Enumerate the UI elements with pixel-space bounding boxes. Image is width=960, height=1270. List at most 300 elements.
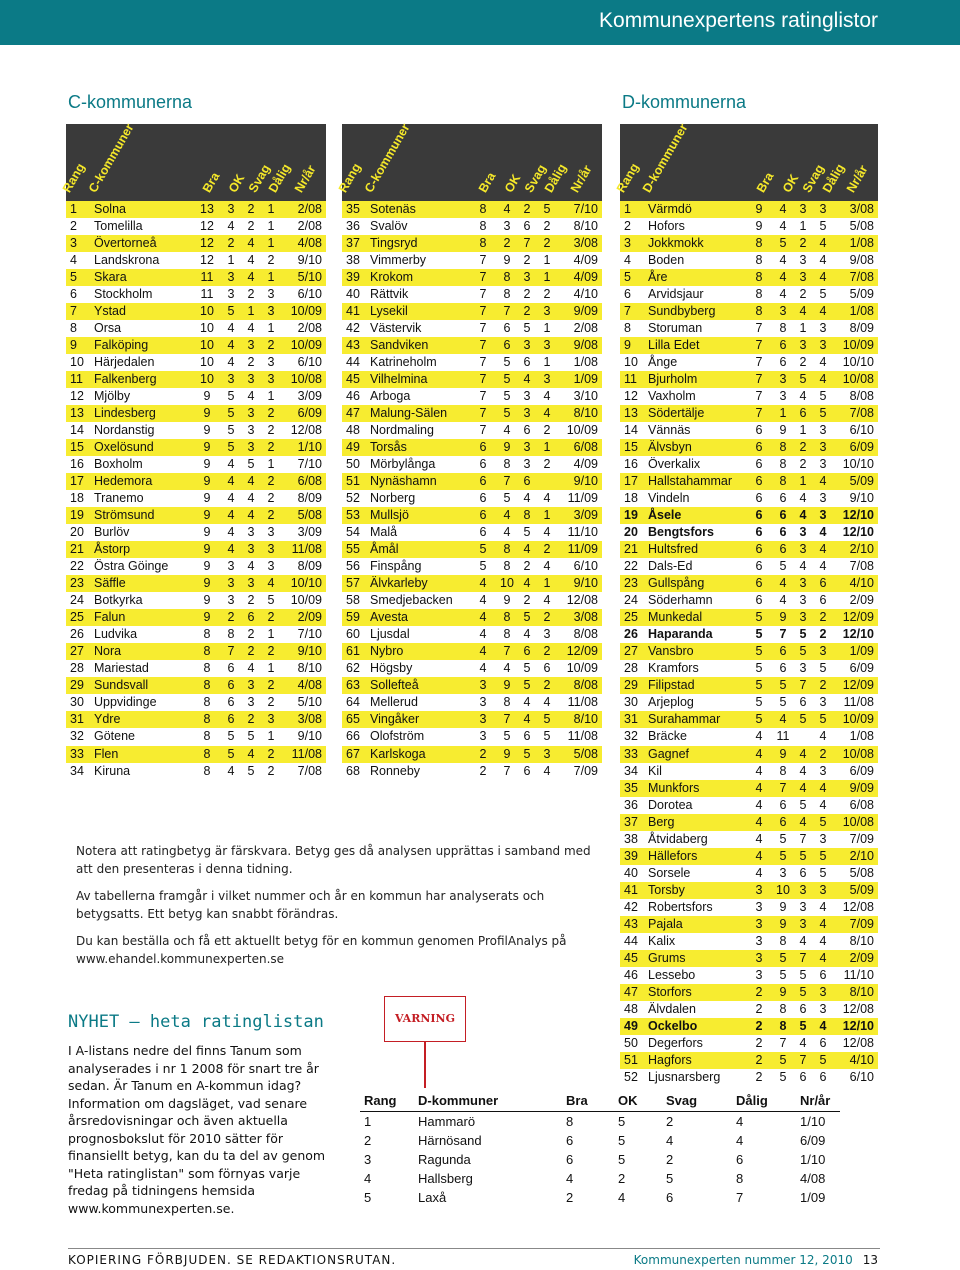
cell-ok: 4 (227, 763, 235, 778)
cell-name: Falköping (94, 338, 149, 353)
cell-ok: 4 (227, 474, 235, 489)
cell-ok: 8 (779, 763, 787, 778)
c-table-left (59, 121, 326, 780)
cell-svag: 3 (247, 695, 255, 710)
cell-bra: 6 (755, 576, 763, 591)
cell-rank: 8 (70, 321, 77, 336)
cell-ok: 4 (779, 202, 787, 216)
cell-svag: 5 (247, 763, 255, 778)
cell-svag: 4 (247, 389, 255, 404)
cell-dalig: 2 (267, 763, 275, 778)
cell-bra: 6 (566, 1152, 574, 1167)
cell-svag: 3 (799, 270, 807, 285)
section-title-d: D-kommunerna (622, 92, 747, 112)
table-row (342, 201, 602, 218)
footer-left: KOPIERING FÖRBJUDEN. SE REDAKTIONSRUTAN. (68, 1253, 397, 1267)
cell-ok: 5 (779, 950, 787, 965)
cell-name: Sollefteå (370, 678, 419, 693)
cell-svag: 6 (523, 474, 531, 489)
cell-bra: 4 (755, 797, 763, 812)
cell-rank: 29 (70, 678, 84, 693)
cell-svag: 4 (799, 746, 807, 761)
cell-svag: 3 (799, 525, 807, 540)
cell-name: Söderhamn (648, 593, 713, 608)
cell-dalig: 3 (543, 372, 551, 387)
cell-name: Vansbro (648, 644, 694, 659)
cell-dalig: 3 (267, 372, 275, 387)
cell-name: Nordmaling (370, 423, 434, 438)
cell-svag: 3 (799, 610, 807, 625)
cell-dalig: 4 (819, 355, 827, 370)
cell-nr-ar: 11/09 (567, 491, 598, 506)
cell-bra: 11 (200, 270, 214, 285)
cell-name: Tomelilla (94, 219, 143, 234)
table-row (360, 1169, 840, 1188)
cell-nr-ar: 11/09 (567, 542, 598, 557)
cell-dalig: 3 (819, 882, 827, 897)
cell-svag: 5 (799, 644, 807, 659)
cell-name: Åre (648, 270, 668, 285)
cell-nr-ar: 11/08 (567, 695, 598, 710)
table-row (66, 763, 326, 780)
cell-bra: 7 (755, 389, 763, 404)
cell-nr-ar: 5/10 (297, 270, 322, 285)
cell-dalig: 2 (267, 474, 275, 489)
cell-svag: 2 (799, 355, 807, 370)
cell-dalig: 1 (543, 576, 551, 591)
cell-rank: 61 (346, 644, 360, 659)
cell-dalig: 3 (819, 423, 827, 438)
cell-name: Ragunda (418, 1152, 471, 1167)
cell-name: Lessebo (648, 967, 696, 982)
cell-rank: 50 (624, 1035, 638, 1050)
cell-svag: 5 (799, 372, 807, 387)
cell-nr-ar: 3/08 (297, 712, 322, 727)
table-row (620, 541, 878, 558)
cell-rank: 4 (624, 253, 631, 268)
header-label: Rang (364, 1093, 397, 1108)
cell-bra: 2 (755, 984, 763, 999)
cell-nr-ar: 12/10 (842, 1018, 874, 1033)
cell-ok: 6 (779, 355, 787, 370)
cell-dalig: 3 (267, 542, 275, 557)
cell-svag: 5 (523, 746, 531, 761)
cell-name: Surahammar (648, 712, 721, 727)
table-row (620, 524, 878, 541)
cell-svag: 2 (523, 202, 531, 216)
cell-ok: 7 (503, 644, 511, 659)
cell-dalig: 4 (819, 253, 827, 268)
cell-ok: 3 (779, 389, 787, 404)
cell-rank: 3 (364, 1152, 372, 1167)
table-row (620, 763, 878, 780)
cell-bra: 7 (755, 355, 763, 370)
cell-svag: 4 (247, 270, 255, 285)
cell-svag: 5 (523, 610, 531, 625)
cell-nr-ar: 2/09 (297, 610, 322, 625)
table-row (620, 507, 878, 524)
table-row (342, 763, 602, 780)
cell-svag: 5 (523, 678, 531, 693)
cell-ok: 6 (503, 338, 511, 353)
cell-rank: 68 (346, 763, 360, 778)
table-row (66, 422, 326, 439)
table-row (620, 269, 878, 286)
table-header (613, 121, 878, 201)
cell-dalig: 3 (543, 338, 551, 353)
cell-name: Mellerud (370, 695, 418, 710)
cell-bra: 7 (755, 338, 763, 353)
cell-ok: 5 (227, 746, 235, 761)
cell-dalig: 2 (267, 695, 275, 710)
cell-svag: 3 (247, 406, 255, 421)
cell-dalig: 4 (819, 304, 827, 319)
cell-rank: 3 (624, 236, 631, 251)
cell-name: Hällefors (648, 848, 698, 863)
cell-dalig: 4 (543, 491, 551, 506)
cell-svag: 5 (799, 848, 807, 863)
header-bar (0, 0, 960, 45)
cell-rank: 63 (346, 678, 360, 693)
cell-nr-ar: 6/10 (297, 287, 322, 302)
cell-nr-ar: 5/09 (849, 474, 874, 489)
cell-bra: 8 (479, 236, 487, 251)
cell-svag: 5 (799, 797, 807, 812)
table-row (342, 269, 602, 286)
cell-nr-ar: 1/08 (573, 355, 598, 370)
cell-rank: 64 (346, 695, 360, 710)
cell-dalig: 3 (819, 457, 827, 472)
cell-bra: 10 (200, 321, 214, 336)
cell-dalig: 4 (543, 593, 551, 608)
header-label: Bra (753, 169, 777, 195)
cell-ok: 4 (618, 1190, 626, 1205)
table-row (620, 303, 878, 320)
cell-dalig: 3 (819, 831, 827, 846)
table-row (66, 439, 326, 456)
table-row (342, 456, 602, 473)
cell-svag: 3 (247, 372, 255, 387)
cell-bra: 9 (203, 491, 211, 506)
cell-dalig: 4 (819, 372, 827, 387)
cell-ok: 3 (779, 304, 787, 319)
cell-svag: 2 (799, 457, 807, 472)
header-label: Svag (521, 162, 549, 195)
cell-name: Finspång (370, 559, 422, 574)
cell-rank: 20 (70, 525, 84, 540)
cell-nr-ar: 1/09 (573, 372, 598, 387)
cell-rank: 49 (346, 440, 360, 455)
cell-bra: 9 (755, 219, 763, 234)
header-label: C-kommuner (361, 121, 413, 195)
cell-dalig: 5 (543, 729, 551, 744)
table-row (360, 1188, 840, 1207)
cell-rank: 13 (624, 406, 638, 421)
header-label: Bra (199, 169, 223, 195)
cell-dalig: 3 (543, 304, 551, 319)
cell-dalig: 3 (819, 763, 827, 778)
cell-nr-ar: 10/08 (290, 372, 322, 387)
cell-bra: 8 (203, 763, 211, 778)
cell-name: Tranemo (94, 491, 144, 506)
cell-bra: 10 (200, 372, 214, 387)
cell-dalig: 2 (267, 338, 275, 353)
cell-dalig: 3 (819, 440, 827, 455)
cell-name: Arjeplog (648, 695, 694, 710)
cell-svag: 5 (523, 661, 531, 676)
cell-rank: 16 (70, 457, 84, 472)
table-row (66, 405, 326, 422)
table-row (66, 643, 326, 660)
cell-bra: 7 (755, 321, 763, 336)
cell-nr-ar: 5/09 (849, 882, 874, 897)
cell-dalig: 4 (819, 474, 827, 489)
table-row (620, 473, 878, 490)
cell-rank: 66 (346, 729, 360, 744)
cell-rank: 39 (346, 270, 360, 285)
cell-svag: 6 (523, 644, 531, 659)
cell-dalig: 4 (819, 1018, 827, 1033)
cell-bra: 5 (755, 610, 763, 625)
table-row (620, 1001, 878, 1018)
cell-ok: 5 (779, 967, 787, 982)
cell-ok: 9 (779, 423, 787, 438)
cell-nr-ar: 1/10 (800, 1152, 826, 1167)
table-row (620, 405, 878, 422)
cell-svag: 3 (523, 338, 531, 353)
cell-ok: 5 (779, 848, 787, 863)
cell-name: Grums (648, 950, 686, 965)
cell-rank: 28 (70, 661, 84, 676)
cell-name: Laxå (418, 1190, 447, 1205)
cell-rank: 30 (70, 695, 84, 710)
cell-ok: 9 (779, 916, 787, 931)
table-row (66, 694, 326, 711)
cell-nr-ar: 4/10 (849, 576, 874, 591)
cell-svag: 6 (247, 610, 255, 625)
cell-bra: 9 (203, 423, 211, 438)
table-row (66, 507, 326, 524)
table-row (342, 303, 602, 320)
cell-rank: 23 (624, 576, 638, 591)
cell-dalig: 3 (267, 525, 275, 540)
cell-name: Västervik (370, 321, 422, 336)
cell-dalig: 1 (543, 355, 551, 370)
cell-ok: 8 (503, 559, 511, 574)
cell-bra: 5 (755, 627, 763, 642)
cell-bra: 2 (755, 1001, 763, 1016)
cell-svag: 2 (523, 559, 531, 574)
cell-bra: 9 (203, 542, 211, 557)
cell-rank: 36 (346, 219, 360, 234)
cell-ok: 7 (779, 780, 787, 795)
cell-dalig: 1 (267, 661, 275, 676)
cell-name: Arvidsjaur (648, 287, 704, 302)
cell-rank: 24 (70, 593, 84, 608)
cell-bra: 6 (755, 525, 763, 540)
cell-svag: 6 (523, 423, 531, 438)
cell-svag: 4 (247, 253, 255, 268)
table-row (342, 286, 602, 303)
cell-nr-ar: 8/10 (297, 661, 322, 676)
cell-bra: 5 (755, 678, 763, 693)
cell-ok: 4 (227, 542, 235, 557)
cell-name: Mjölby (94, 389, 131, 404)
cell-dalig: 4 (819, 729, 827, 744)
table-row (360, 1131, 840, 1150)
cell-ok: 5 (779, 831, 787, 846)
table-row (66, 456, 326, 473)
cell-bra: 4 (755, 848, 763, 863)
table-row (66, 728, 326, 745)
cell-rank: 17 (70, 474, 84, 489)
cell-name: Åmål (370, 542, 399, 557)
cell-dalig: 3 (819, 321, 827, 336)
cell-nr-ar: 10/09 (290, 304, 322, 319)
cell-rank: 2 (70, 219, 77, 234)
cell-bra: 3 (479, 678, 487, 693)
cell-svag: 4 (799, 933, 807, 948)
cell-nr-ar: 9/09 (849, 780, 874, 795)
cell-nr-ar: 8/10 (573, 219, 598, 234)
cell-ok: 9 (503, 440, 511, 455)
cell-rank: 45 (624, 950, 638, 965)
header-label: Dålig (265, 161, 294, 195)
cell-svag: 4 (799, 508, 807, 523)
cell-bra: 2 (755, 1052, 763, 1067)
cell-dalig: 2 (267, 610, 275, 625)
cell-nr-ar: 11/08 (843, 695, 874, 710)
varning-label: VARNING (394, 1012, 455, 1025)
cell-svag: 7 (799, 831, 807, 846)
cell-bra: 7 (479, 321, 487, 336)
cell-name: Åstorp (94, 542, 131, 557)
table-row (620, 286, 878, 303)
cell-nr-ar: 7/09 (573, 763, 598, 778)
cell-svag: 7 (799, 1052, 807, 1067)
cell-ok: 5 (503, 406, 511, 421)
cell-bra: 7 (479, 355, 487, 370)
cell-dalig: 1 (267, 627, 275, 642)
cell-svag: 4 (799, 1035, 807, 1050)
cell-bra: 6 (755, 559, 763, 574)
cell-name: Storfors (648, 984, 692, 999)
table-row (620, 337, 878, 354)
table-row (620, 354, 878, 371)
cell-dalig: 2 (267, 423, 275, 438)
cell-rank: 15 (70, 440, 84, 455)
cell-ok: 4 (779, 576, 787, 591)
cell-nr-ar: 3/08 (573, 610, 598, 625)
cell-rank: 26 (70, 627, 84, 642)
table-row (342, 388, 602, 405)
cell-name: Malung-Sälen (370, 406, 448, 421)
cell-nr-ar: 5/08 (573, 746, 598, 761)
cell-name: Solna (94, 202, 126, 216)
cell-bra: 7 (755, 372, 763, 387)
cell-bra: 8 (755, 253, 763, 268)
header-label: OK (779, 171, 802, 195)
table-row (620, 575, 878, 592)
cell-svag: 5 (799, 712, 807, 727)
table-row (342, 218, 602, 235)
cell-ok: 5 (779, 559, 787, 574)
cell-dalig: 4 (543, 389, 551, 404)
cell-ok: 4 (227, 338, 235, 353)
cell-name: Nordanstig (94, 423, 155, 438)
cell-name: Hultsfred (648, 542, 699, 557)
cell-ok: 10 (500, 576, 514, 591)
cell-bra: 2 (755, 1069, 763, 1084)
cell-rank: 47 (624, 984, 638, 999)
table-row (620, 831, 878, 848)
cell-name: Nynäshamn (370, 474, 437, 489)
cell-ok: 5 (779, 1069, 787, 1084)
cell-ok: 11 (776, 729, 790, 744)
cell-ok: 4 (779, 593, 787, 608)
cell-bra: 6 (479, 491, 487, 506)
cell-svag: 2 (523, 304, 531, 319)
cell-name: Överkalix (648, 457, 701, 472)
cell-name: Mörbylånga (370, 457, 436, 472)
cell-name: Bengtsfors (648, 525, 714, 540)
cell-nr-ar: 2/10 (849, 542, 874, 557)
cell-ok: 5 (618, 1114, 626, 1129)
cell-name: Övertorneå (94, 236, 157, 251)
cell-dalig: 2 (543, 678, 551, 693)
table-row (620, 694, 878, 711)
cell-nr-ar: 9/10 (297, 253, 322, 268)
cell-dalig: 6 (819, 593, 827, 608)
cell-dalig: 3 (819, 491, 827, 506)
cell-rank: 59 (346, 610, 360, 625)
cell-dalig: 2 (819, 678, 827, 693)
cell-name: Boxholm (94, 457, 143, 472)
cell-svag: 4 (523, 712, 531, 727)
cell-rank: 6 (624, 287, 631, 302)
cell-bra: 9 (203, 593, 211, 608)
cell-rank: 52 (346, 491, 360, 506)
cell-nr-ar: 2/10 (849, 848, 874, 863)
cell-svag: 2 (247, 712, 255, 727)
table-row (620, 371, 878, 388)
cell-name: Nora (94, 644, 122, 659)
table-row (620, 848, 878, 865)
cell-ok: 7 (779, 1035, 787, 1050)
cell-dalig: 8 (736, 1171, 744, 1186)
cell-name: Ystad (94, 304, 126, 319)
table-row (342, 507, 602, 524)
cell-name: Torsby (648, 882, 685, 897)
cell-ok: 8 (503, 542, 511, 557)
cell-svag: 4 (247, 321, 255, 336)
cell-ok: 8 (779, 1018, 787, 1033)
cell-ok: 5 (227, 389, 235, 404)
cell-name: Tingsryd (370, 236, 418, 251)
cell-rank: 6 (70, 287, 77, 302)
cell-ok: 8 (779, 440, 787, 455)
cell-bra: 3 (755, 882, 763, 897)
cell-ok: 9 (503, 253, 511, 268)
cell-rank: 46 (346, 389, 360, 404)
cell-bra: 4 (755, 831, 763, 846)
cell-name: Lysekil (370, 304, 408, 319)
cell-nr-ar: 7/08 (849, 559, 874, 574)
cell-rank: 24 (624, 593, 638, 608)
cell-dalig: 4 (736, 1133, 744, 1148)
cell-dalig: 4 (543, 525, 551, 540)
cell-svag: 3 (247, 423, 255, 438)
